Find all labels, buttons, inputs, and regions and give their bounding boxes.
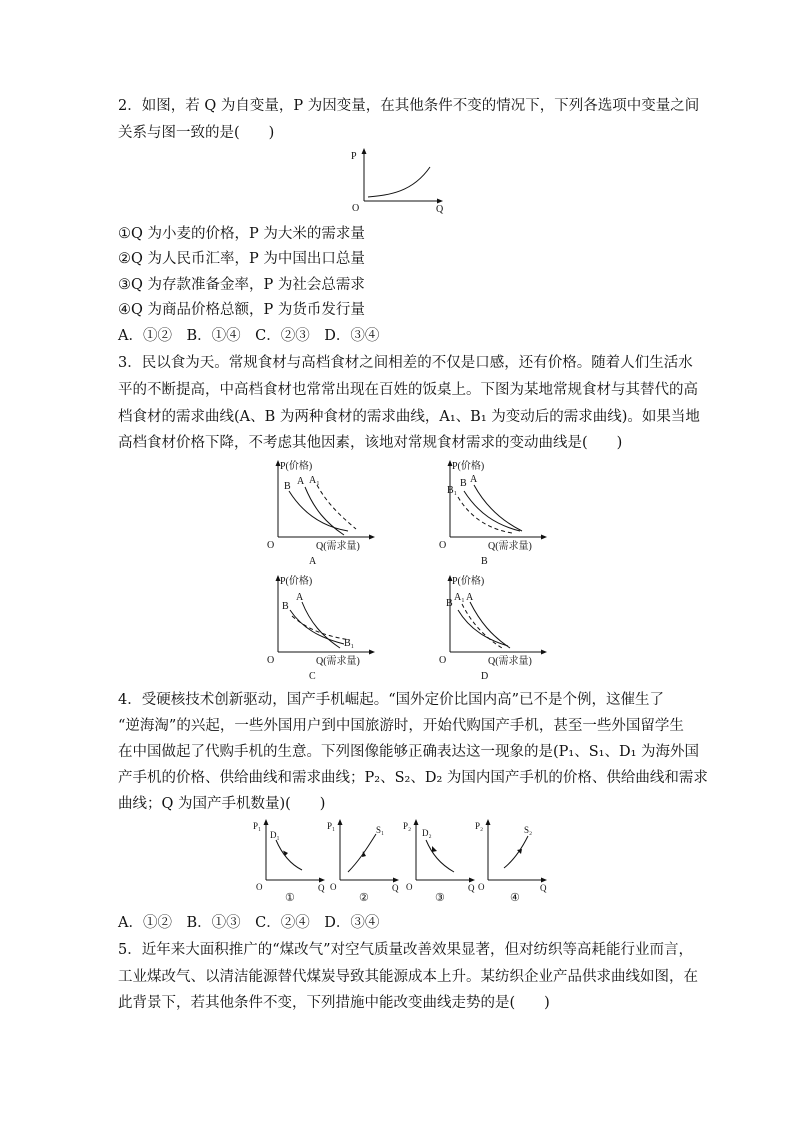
q2-stem-line-1: 2．如图，若 Q 为自变量，P 为因变量，在其他条件不变的情况下，下列各选项中变量之间	[118, 98, 700, 114]
q3b-curve-a	[474, 485, 522, 531]
q3b-label-3: A	[470, 474, 478, 485]
q3-stem-line-3: 档食材的需求曲线(A、B 为两种食材的需求曲线，A₁、B₁ 为变动后的需求曲线)。如果当地	[118, 409, 700, 425]
q4-stem-line-1: 4．受硬核技术创新驱动，国产手机崛起。“国外定价比国内高”已不是个例，这催生了	[118, 692, 665, 708]
q3a-curve-a	[305, 487, 344, 535]
q3b-origin-label: O	[439, 540, 447, 551]
q4g3-direction-arrow-icon	[432, 846, 437, 852]
q3b-tag: B	[481, 556, 488, 567]
q5-stem-line-2: 工业煤改气、以清洁能源替代煤炭导致其能源成本上升。某纺织企业产品供求曲线如图，在	[118, 969, 698, 985]
q3d-p-label: P(价格)	[452, 576, 485, 587]
q4g1-origin-label: O	[256, 882, 263, 892]
q4g3-curve-label: D₂	[422, 828, 432, 838]
q4g3-p-label: P₂	[403, 821, 412, 831]
q4g2-origin-label: O	[330, 882, 337, 892]
q2-origin-label: O	[352, 203, 360, 214]
q4g1-curve-label: D₁	[270, 830, 280, 840]
q2-option-2: ②Q 为人民币汇率，P 为中国出口总量	[118, 251, 365, 267]
q4g1-p-arrow-icon	[264, 819, 269, 825]
q4g3-q-label: Q	[468, 883, 475, 893]
q3a-tag: A	[309, 556, 317, 567]
q3d-q-label: Q(需求量)	[488, 656, 532, 667]
q4g1-q-arrow-icon	[319, 878, 325, 883]
q3-stem-line-4: 高档食材价格下降，不考虑其他因素，该地对常规食材需求的变动曲线是( )	[118, 435, 623, 451]
q4-stem-line-2: “逆海淘”的兴起，一些外国用户到中国旅游时，开始代购国产手机，甚至一些外国留学生	[118, 718, 684, 734]
q3d-q-arrow-icon	[541, 650, 547, 655]
q3d-curve-a	[470, 602, 510, 648]
q2-p-arrow-icon	[362, 148, 367, 154]
q3c-p-label: P(价格)	[280, 576, 313, 587]
q4-answer-choices: A．①② B．①③ C．②④ D．③④	[118, 915, 380, 931]
q4g4-curve	[504, 836, 528, 868]
q4g2-q-label: Q	[392, 883, 399, 893]
q2-option-3: ③Q 为存款准备金率，P 为社会总需求	[118, 277, 365, 293]
q3-graph-a	[262, 457, 380, 569]
q3a-label-1: B	[284, 481, 291, 492]
q2-q-label: Q	[436, 204, 444, 215]
q4g2-number: ②	[359, 892, 369, 904]
q4g4-p-label: P₂	[475, 821, 484, 831]
q4g4-number: ④	[510, 892, 520, 904]
q2-q-arrow-icon	[437, 199, 443, 204]
q3b-curve-b1	[458, 497, 512, 533]
q3c-q-label: Q(需求量)	[316, 656, 360, 667]
q4-stem-line-5: 曲线；Q 为国产手机数量)( )	[118, 796, 326, 812]
q3-stem-line-2: 平的不断提高，中高档食材也常常出现在百姓的饭桌上。下图为某地常规食材与其替代的高	[118, 382, 698, 398]
q3b-q-arrow-icon	[541, 535, 547, 540]
q3-stem-line-1: 3．民以食为天。常规食材与高档食材之间相差的不仅是口感，还有价格。随着人们生活水	[118, 355, 693, 371]
q3d-tag: D	[481, 671, 489, 682]
q3d-label-3: A	[466, 592, 474, 603]
q4g2-curve-label: S₁	[376, 825, 385, 835]
q3d-label-1: B	[446, 598, 453, 609]
q3-graph-b	[434, 457, 552, 569]
q4g4-q-arrow-icon	[541, 878, 547, 883]
q4g3-p-arrow-icon	[414, 819, 419, 825]
q3-graph-d	[434, 572, 552, 684]
q5-stem-line-3: 此背景下，若其他条件不变，下列措施中能改变曲线走势的是( )	[118, 995, 550, 1011]
q2-stem-line-2: 关系与图一致的是( )	[118, 125, 275, 141]
q2-p-label: P	[351, 151, 357, 162]
q4g3-number: ③	[435, 892, 445, 904]
q2-answer-choices: A．①② B．①④ C．②③ D．③④	[118, 328, 380, 344]
q3c-label-1: B	[282, 601, 289, 612]
q3c-label-3: B₁	[344, 638, 355, 649]
q3c-label-2: A	[296, 592, 304, 603]
q2-option-1: ①Q 为小麦的价格，P 为大米的需求量	[118, 226, 365, 242]
q4g4-curve-label: S₂	[524, 825, 533, 835]
q5-stem-line-1: 5．近年来大面积推广的“煤改气”对空气质量改善效果显著，但对纺织等高耗能行业而言，	[118, 942, 694, 958]
q2-graph	[348, 145, 458, 217]
q4g2-p-label: P₁	[327, 821, 336, 831]
q4g3-curve	[426, 840, 454, 872]
q3-graph-c	[262, 572, 380, 684]
q3c-origin-label: O	[267, 655, 275, 666]
q3d-origin-label: O	[439, 655, 447, 666]
q4g1-q-label: Q	[318, 883, 325, 893]
q3b-label-1: B₁	[447, 485, 458, 496]
q3c-q-arrow-icon	[369, 650, 375, 655]
q4g2-curve	[348, 834, 376, 872]
q4-stem-line-4: 产手机的价格、供给曲线和需求曲线；P₂、S₂、D₂ 为国内国产手机的价格、供给曲线和需求	[118, 770, 708, 786]
q4g4-q-label: Q	[540, 883, 547, 893]
q4g3-origin-label: O	[406, 882, 413, 892]
q4-graph-2	[326, 816, 406, 906]
q3b-q-label: Q(需求量)	[488, 541, 532, 552]
q4g1-number: ①	[285, 892, 295, 904]
q3a-origin-label: O	[267, 540, 275, 551]
q2-option-4: ④Q 为商品价格总额，P 为货币发行量	[118, 302, 365, 318]
q4g2-q-arrow-icon	[393, 878, 399, 883]
q3a-label-2: A	[297, 476, 305, 487]
q3b-p-label: P(价格)	[452, 461, 485, 472]
q4g4-origin-label: O	[478, 882, 485, 892]
q2-curve	[368, 167, 430, 197]
q4-graph-3	[402, 816, 482, 906]
q3d-label-2: A₁	[454, 592, 465, 603]
q4-stem-line-3: 在中国做起了代购手机的生意。下列图像能够正确表达这一现象的是(P₁、S₁、D₁ 为海外国	[118, 744, 700, 760]
q3a-label-3: A₁	[309, 475, 320, 486]
q3b-label-2: B	[460, 478, 467, 489]
q3a-p-label: P(价格)	[280, 461, 313, 472]
q3a-q-label: Q(需求量)	[316, 541, 360, 552]
q4-graph-1	[252, 816, 332, 906]
q4g2-p-arrow-icon	[338, 819, 343, 825]
q4g1-curve	[276, 840, 302, 870]
q3c-tag: C	[309, 671, 316, 682]
q4g4-p-arrow-icon	[486, 819, 491, 825]
q4g1-p-label: P₁	[253, 821, 262, 831]
q3a-q-arrow-icon	[369, 535, 375, 540]
q4-graph-4	[474, 816, 554, 906]
